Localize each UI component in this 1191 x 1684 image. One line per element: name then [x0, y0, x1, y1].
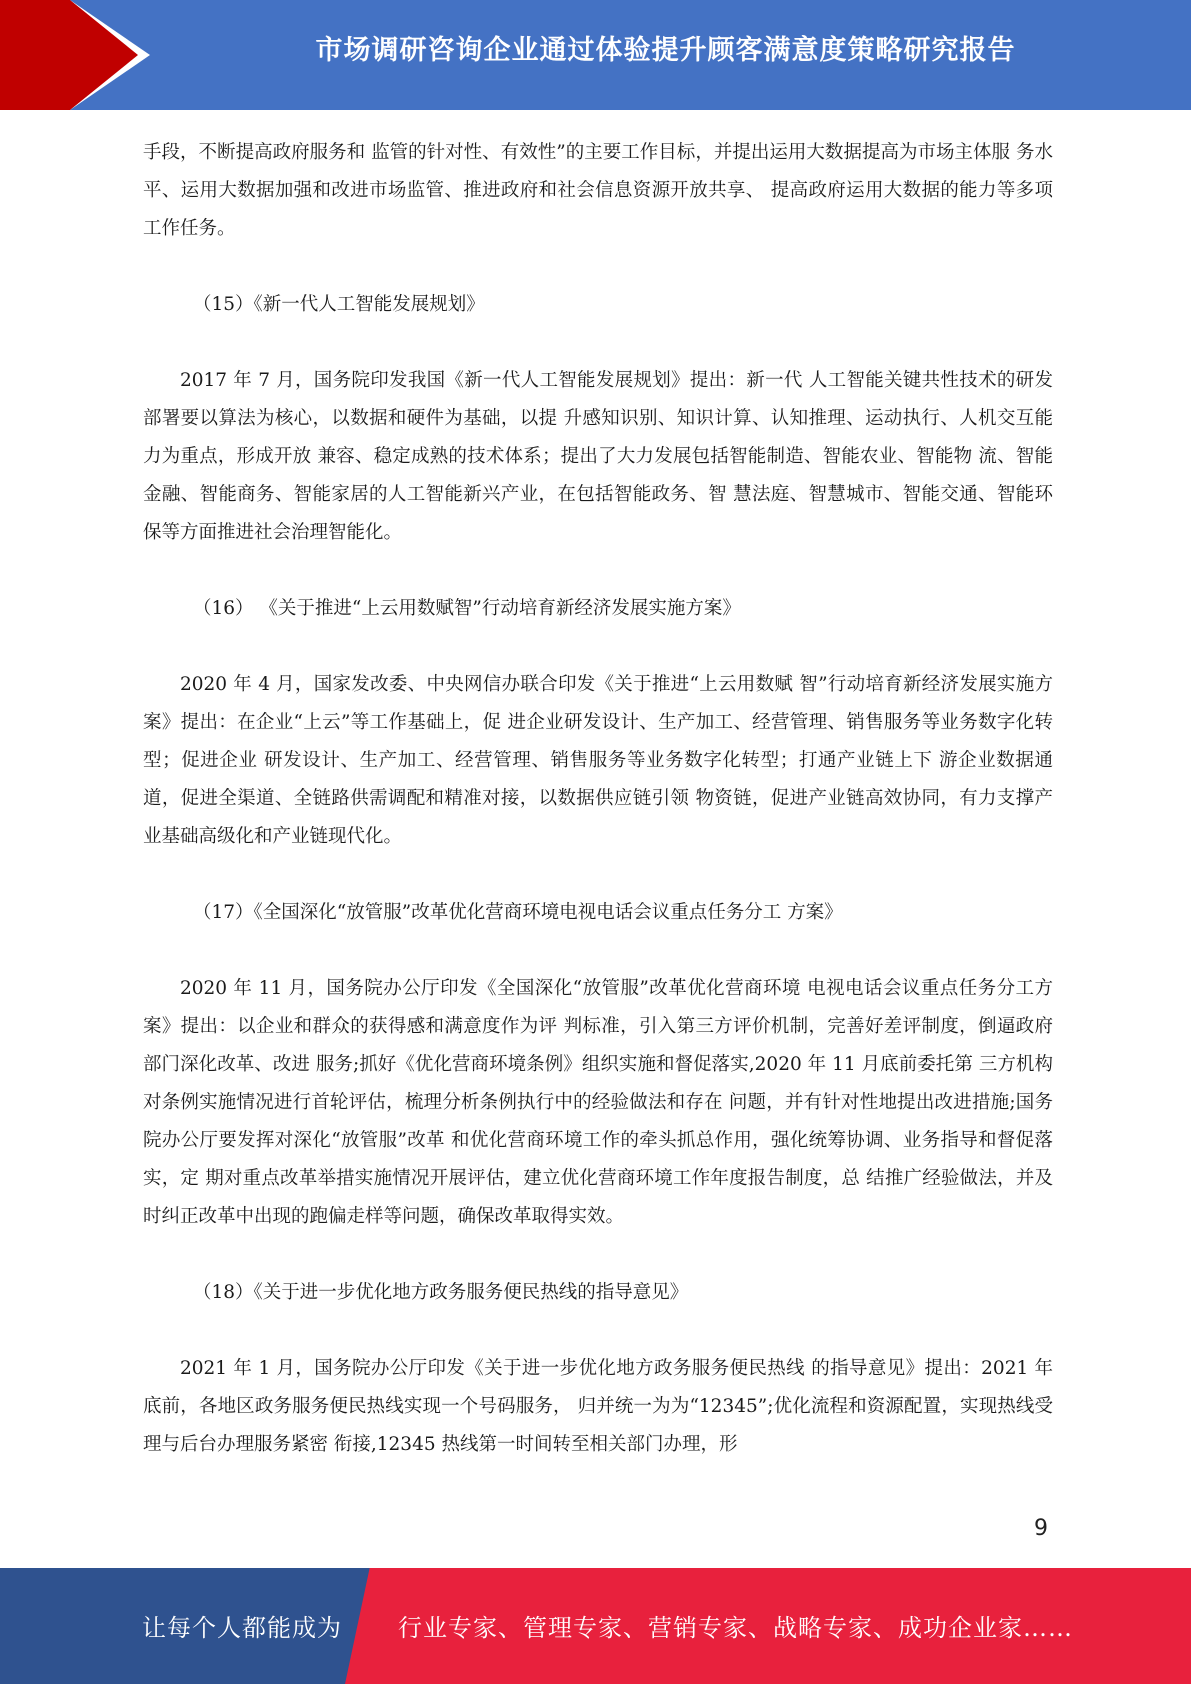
header-red-block — [0, 0, 70, 110]
document-body — [143, 134, 1053, 1464]
paragraph-continued: 手段，不断提高政府服务和 监管的针对性、有效性”的主要工作目标，并提出运用大数据提高为市场主体服 务水平、运用大数据加强和改进市场监管、推进政府和社会信息资源开放共享、 提高政府运用大数据的能力等多项工作任务。 — [143, 142, 1053, 239]
section-heading-18: （18）《关于进一步优化地方政务服务便民热线的指导意见》 — [193, 1282, 689, 1303]
page-number: 9 — [1034, 1516, 1048, 1541]
document-title: 市场调研咨询企业通过体验提升顾客满意度策略研究报告 — [315, 35, 1016, 66]
section-heading-15: （15）《新一代人工智能发展规划》 — [193, 294, 485, 315]
page-header — [0, 0, 1191, 110]
page-footer — [0, 1568, 1191, 1684]
paragraph-15: 2017 年 7 月，国务院印发我国《新一代人工智能发展规划》提出：新一代 人工智能关键共性技术的研发部署要以算法为核心，以数据和硬件为基础，以提 升感知识别、知识计算、认知推理、运动执行、人机交互能力为重点，形成开放 兼容、稳定成熟的技术体系；提出了大力发展包括智能制造、智能农业、智能物 流、智能金融、智能商务、智能家居的人工智能新兴产业，在包括智能政务、智 慧法庭、智慧城市、智能交通、智能环保等方面推进社会治理智能化。 — [143, 370, 1053, 543]
header-arrow-icon — [70, 0, 138, 110]
paragraph-17: 2020 年 11 月，国务院办公厅印发《全国深化“放管服”改革优化营商环境 电视电话会议重点任务分工方案》提出：以企业和群众的获得感和满意度作为评 判标准，引入第三方评价机制，完善好差评制度，倒逼政府部门深化改革、改进 服务;抓好《优化营商环境条例》组织实施和督促落实,2020 年 11 月底前委托第 三方机构对条例实施情况进行首轮评估，梳理分析条例执行中的经验做法和存在 问题，并有针对性地提出改进措施;国务院办公厅要发挥对深化“放管服”改革 和优化营商环境工作的牵头抓总作用，强化统筹协调、业务指导和督促落实，定 期对重点改革举措实施情况开展评估，建立优化营商环境工作年度报告制度，总 结推广经验做法，并及时纠正改革中出现的跑偏走样等问题，确保改革取得实效。 — [143, 978, 1053, 1227]
section-heading-17: （17）《全国深化“放管服”改革优化营商环境电视电话会议重点任务分工 方案》 — [193, 902, 843, 923]
footer-slogan-right: 行业专家、管理专家、营销专家、战略专家、成功企业家…… — [398, 1614, 1073, 1642]
section-heading-16: （16） 《关于推进“上云用数赋智”行动培育新经济发展实施方案》 — [193, 598, 741, 619]
footer-slogan-left: 让每个人都能成为 — [142, 1614, 342, 1642]
paragraph-18: 2021 年 1 月，国务院办公厅印发《关于进一步优化地方政务服务便民热线 的指导意见》提出：2021 年底前，各地区政务服务便民热线实现一个号码服务， 归并统一为为“12345”;优化流程和资源配置，实现热线受理与后台办理服务紧密 衔接,12345 热线第一时间转至相关部门办理，形 — [143, 1358, 1053, 1455]
paragraph-16: 2020 年 4 月，国家发改委、中央网信办联合印发《关于推进“上云用数赋 智”行动培育新经济发展实施方案》提出：在企业“上云”等工作基础上，促 进企业研发设计、生产加工、经营管理、销售服务等业务数字化转型；促进企业 研发设计、生产加工、经营管理、销售服务等业务数字化转型；打通产业链上下 游企业数据通道，促进全渠道、全链路供需调配和精准对接，以数据供应链引领 物资链，促进产业链高效协同，有力支撑产业基础高级化和产业链现代化。 — [143, 674, 1053, 847]
